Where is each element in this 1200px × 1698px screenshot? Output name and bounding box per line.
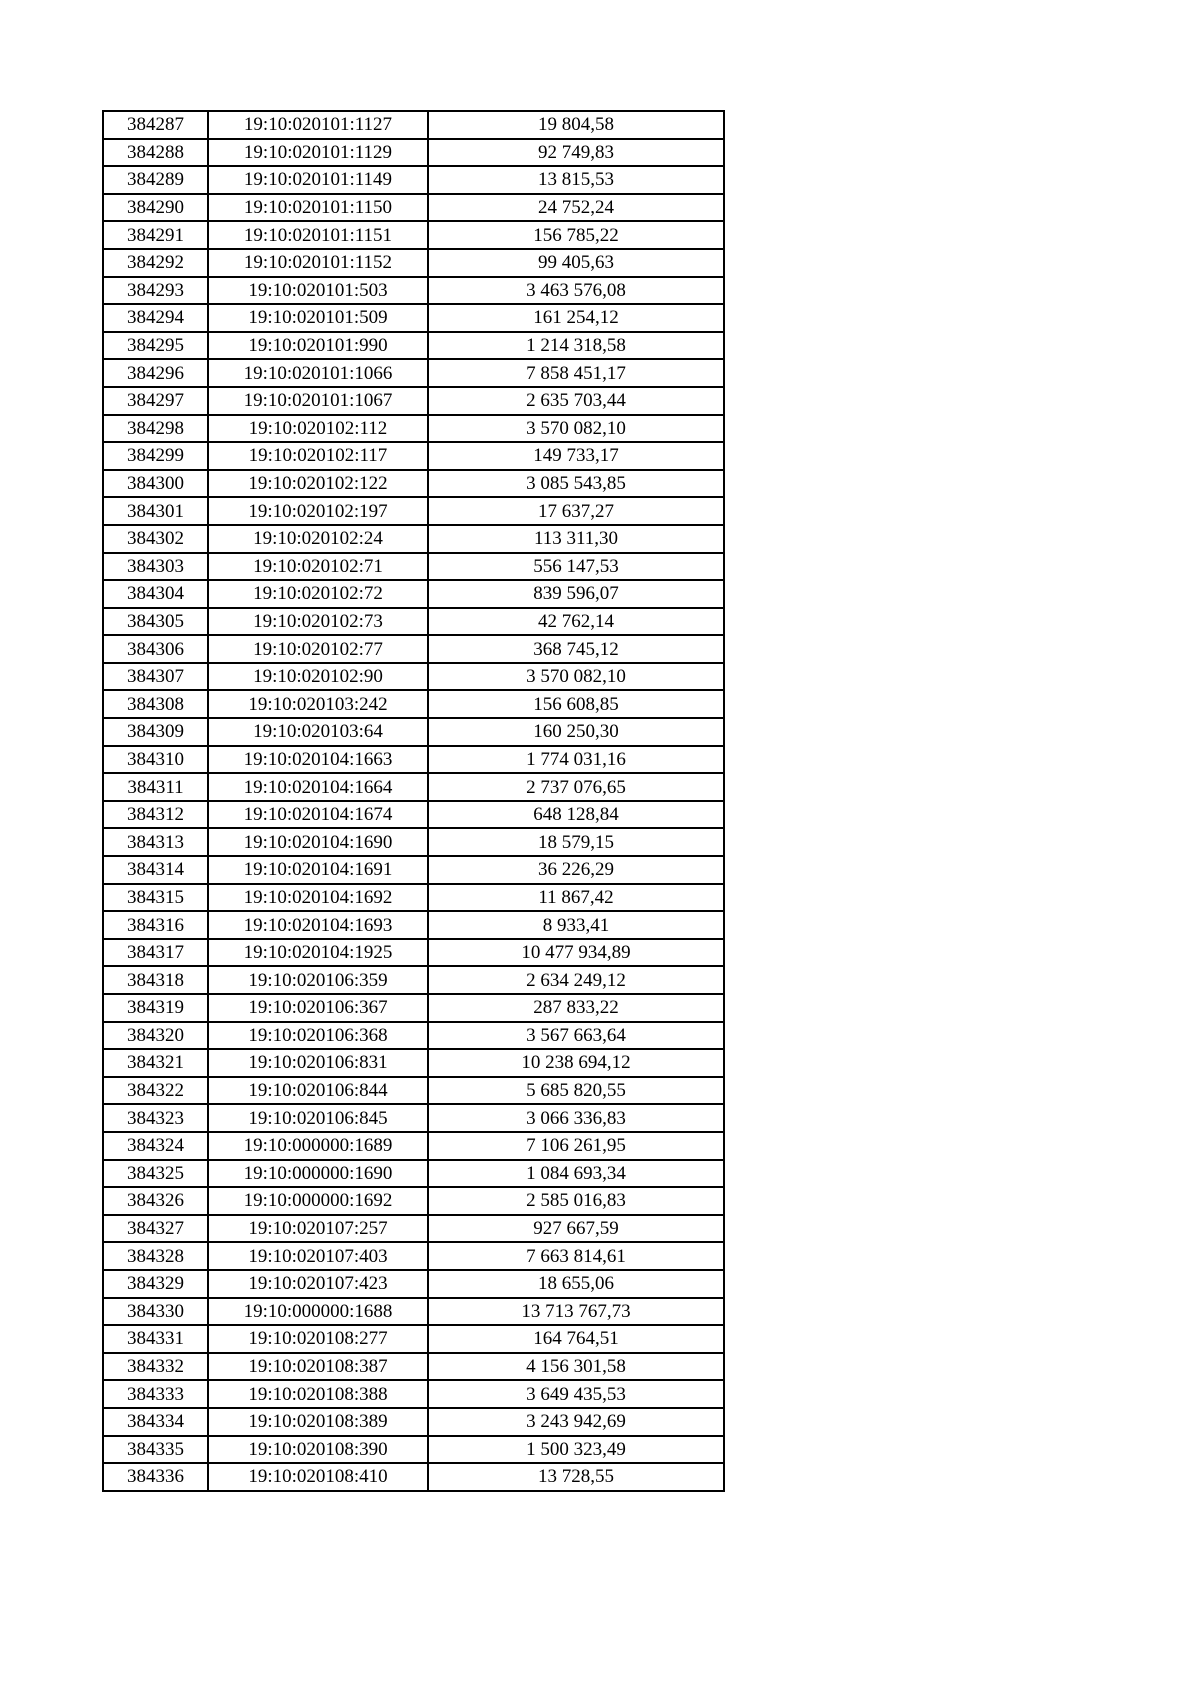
row-number-cell: 384292 [103,249,208,277]
table-row [103,166,724,194]
value-cell: 17 637,27 [428,497,724,525]
row-number-cell: 384330 [103,1298,208,1326]
row-number-cell: 384307 [103,663,208,691]
row-number-cell: 384318 [103,966,208,994]
table-body [103,111,724,1491]
row-number-cell: 384290 [103,194,208,222]
row-number-cell: 384335 [103,1436,208,1464]
value-cell: 18 655,06 [428,1270,724,1298]
value-cell: 3 243 942,69 [428,1408,724,1436]
value-cell: 42 762,14 [428,608,724,636]
cadastral-number-cell: 19:10:020102:122 [208,470,428,498]
row-number-cell: 384313 [103,828,208,856]
row-number-cell: 384320 [103,1022,208,1050]
table-row [103,359,724,387]
row-number-cell: 384331 [103,1325,208,1353]
row-number-cell: 384301 [103,497,208,525]
value-cell: 19 804,58 [428,111,724,139]
cadastral-number-cell: 19:10:020108:387 [208,1353,428,1381]
value-cell: 13 713 767,73 [428,1298,724,1326]
row-number-cell: 384294 [103,304,208,332]
table-row [103,1104,724,1132]
cadastral-number-cell: 19:10:020106:367 [208,994,428,1022]
table-row [103,884,724,912]
cadastral-number-cell: 19:10:020106:359 [208,966,428,994]
value-cell: 18 579,15 [428,828,724,856]
cadastral-number-cell: 19:10:020102:72 [208,580,428,608]
row-number-cell: 384305 [103,608,208,636]
row-number-cell: 384309 [103,718,208,746]
table-row [103,1132,724,1160]
table-row [103,635,724,663]
table-row [103,1408,724,1436]
row-number-cell: 384327 [103,1215,208,1243]
table-row [103,387,724,415]
cadastral-number-cell: 19:10:020102:24 [208,525,428,553]
cadastral-number-cell: 19:10:020104:1690 [208,828,428,856]
value-cell: 5 685 820,55 [428,1077,724,1105]
table-row [103,773,724,801]
value-cell: 156 785,22 [428,221,724,249]
row-number-cell: 384304 [103,580,208,608]
table-row [103,525,724,553]
value-cell: 3 085 543,85 [428,470,724,498]
row-number-cell: 384289 [103,166,208,194]
row-number-cell: 384317 [103,939,208,967]
row-number-cell: 384314 [103,856,208,884]
cadastral-number-cell: 19:10:020101:1127 [208,111,428,139]
value-cell: 1 774 031,16 [428,746,724,774]
table-row [103,994,724,1022]
value-cell: 368 745,12 [428,635,724,663]
table-row [103,663,724,691]
table-row [103,1077,724,1105]
cadastral-number-cell: 19:10:020101:1152 [208,249,428,277]
row-number-cell: 384319 [103,994,208,1022]
row-number-cell: 384326 [103,1187,208,1215]
cadastral-number-cell: 19:10:020106:845 [208,1104,428,1132]
table-row [103,553,724,581]
value-cell: 161 254,12 [428,304,724,332]
cadastral-number-cell: 19:10:020107:423 [208,1270,428,1298]
row-number-cell: 384328 [103,1242,208,1270]
value-cell: 648 128,84 [428,801,724,829]
table-row [103,194,724,222]
value-cell: 13 728,55 [428,1463,724,1491]
row-number-cell: 384295 [103,332,208,360]
cadastral-number-cell: 19:10:020108:388 [208,1380,428,1408]
table-row [103,1160,724,1188]
value-cell: 160 250,30 [428,718,724,746]
cadastral-number-cell: 19:10:020101:1129 [208,139,428,167]
value-cell: 24 752,24 [428,194,724,222]
cadastral-value-table [102,110,725,1492]
cadastral-number-cell: 19:10:000000:1688 [208,1298,428,1326]
row-number-cell: 384323 [103,1104,208,1132]
row-number-cell: 384310 [103,746,208,774]
cadastral-number-cell: 19:10:020108:410 [208,1463,428,1491]
cadastral-number-cell: 19:10:020103:242 [208,690,428,718]
table-row [103,856,724,884]
value-cell: 2 585 016,83 [428,1187,724,1215]
table-row [103,1325,724,1353]
table-row [103,1380,724,1408]
table-row [103,718,724,746]
table-row [103,1242,724,1270]
table-row [103,580,724,608]
value-cell: 7 106 261,95 [428,1132,724,1160]
row-number-cell: 384322 [103,1077,208,1105]
cadastral-number-cell: 19:10:020104:1663 [208,746,428,774]
cadastral-number-cell: 19:10:020101:509 [208,304,428,332]
cadastral-number-cell: 19:10:020104:1664 [208,773,428,801]
table-row [103,828,724,856]
cadastral-number-cell: 19:10:000000:1692 [208,1187,428,1215]
row-number-cell: 384288 [103,139,208,167]
row-number-cell: 384296 [103,359,208,387]
cadastral-number-cell: 19:10:020102:77 [208,635,428,663]
value-cell: 3 567 663,64 [428,1022,724,1050]
table-row [103,1298,724,1326]
value-cell: 10 238 694,12 [428,1049,724,1077]
table-row [103,966,724,994]
cadastral-number-cell: 19:10:020107:403 [208,1242,428,1270]
cadastral-number-cell: 19:10:020104:1925 [208,939,428,967]
table-row [103,939,724,967]
value-cell: 156 608,85 [428,690,724,718]
row-number-cell: 384321 [103,1049,208,1077]
table-row [103,1022,724,1050]
table-row [103,801,724,829]
cadastral-number-cell: 19:10:020101:1150 [208,194,428,222]
value-cell: 99 405,63 [428,249,724,277]
value-cell: 839 596,07 [428,580,724,608]
value-cell: 113 311,30 [428,525,724,553]
table-row [103,304,724,332]
value-cell: 556 147,53 [428,553,724,581]
value-cell: 4 156 301,58 [428,1353,724,1381]
table-row [103,746,724,774]
cadastral-number-cell: 19:10:020104:1674 [208,801,428,829]
value-cell: 3 463 576,08 [428,277,724,305]
value-cell: 7 663 814,61 [428,1242,724,1270]
value-cell: 149 733,17 [428,442,724,470]
row-number-cell: 384332 [103,1353,208,1381]
cadastral-number-cell: 19:10:000000:1689 [208,1132,428,1160]
row-number-cell: 384293 [103,277,208,305]
row-number-cell: 384311 [103,773,208,801]
cadastral-number-cell: 19:10:020101:503 [208,277,428,305]
value-cell: 3 570 082,10 [428,415,724,443]
row-number-cell: 384299 [103,442,208,470]
cadastral-number-cell: 19:10:020101:1151 [208,221,428,249]
value-cell: 927 667,59 [428,1215,724,1243]
value-cell: 164 764,51 [428,1325,724,1353]
table-row [103,1270,724,1298]
value-cell: 2 634 249,12 [428,966,724,994]
row-number-cell: 384287 [103,111,208,139]
table-row [103,442,724,470]
row-number-cell: 384308 [103,690,208,718]
cadastral-number-cell: 19:10:020104:1691 [208,856,428,884]
row-number-cell: 384298 [103,415,208,443]
cadastral-number-cell: 19:10:020104:1692 [208,884,428,912]
table-row [103,277,724,305]
row-number-cell: 384316 [103,911,208,939]
value-cell: 2 737 076,65 [428,773,724,801]
row-number-cell: 384333 [103,1380,208,1408]
row-number-cell: 384324 [103,1132,208,1160]
table-row [103,1187,724,1215]
table-row [103,332,724,360]
value-cell: 11 867,42 [428,884,724,912]
table-row [103,1436,724,1464]
cadastral-number-cell: 19:10:020103:64 [208,718,428,746]
table-row [103,415,724,443]
cadastral-number-cell: 19:10:020107:257 [208,1215,428,1243]
table-row [103,1463,724,1491]
table-row [103,139,724,167]
cadastral-number-cell: 19:10:020101:1149 [208,166,428,194]
value-cell: 1 084 693,34 [428,1160,724,1188]
row-number-cell: 384306 [103,635,208,663]
value-cell: 92 749,83 [428,139,724,167]
value-cell: 8 933,41 [428,911,724,939]
row-number-cell: 384297 [103,387,208,415]
row-number-cell: 384325 [103,1160,208,1188]
cadastral-number-cell: 19:10:020102:117 [208,442,428,470]
row-number-cell: 384334 [103,1408,208,1436]
value-cell: 3 649 435,53 [428,1380,724,1408]
value-cell: 3 570 082,10 [428,663,724,691]
value-cell: 287 833,22 [428,994,724,1022]
cadastral-number-cell: 19:10:020108:277 [208,1325,428,1353]
value-cell: 2 635 703,44 [428,387,724,415]
table-row [103,608,724,636]
row-number-cell: 384303 [103,553,208,581]
table-row [103,221,724,249]
cadastral-number-cell: 19:10:020102:90 [208,663,428,691]
cadastral-number-cell: 19:10:020102:197 [208,497,428,525]
table-row [103,911,724,939]
cadastral-number-cell: 19:10:020104:1693 [208,911,428,939]
value-cell: 13 815,53 [428,166,724,194]
cadastral-number-cell: 19:10:020106:368 [208,1022,428,1050]
value-cell: 36 226,29 [428,856,724,884]
table-row [103,1353,724,1381]
table-row [103,1215,724,1243]
table-row [103,249,724,277]
cadastral-number-cell: 19:10:020106:844 [208,1077,428,1105]
table-row [103,111,724,139]
table-row [103,1049,724,1077]
row-number-cell: 384291 [103,221,208,249]
cadastral-number-cell: 19:10:020101:1066 [208,359,428,387]
cadastral-number-cell: 19:10:020102:71 [208,553,428,581]
table-row [103,690,724,718]
value-cell: 1 500 323,49 [428,1436,724,1464]
value-cell: 3 066 336,83 [428,1104,724,1132]
value-cell: 7 858 451,17 [428,359,724,387]
cadastral-number-cell: 19:10:020102:73 [208,608,428,636]
table-row [103,497,724,525]
cadastral-number-cell: 19:10:020101:1067 [208,387,428,415]
row-number-cell: 384302 [103,525,208,553]
cadastral-number-cell: 19:10:020108:390 [208,1436,428,1464]
cadastral-number-cell: 19:10:020106:831 [208,1049,428,1077]
cadastral-number-cell: 19:10:000000:1690 [208,1160,428,1188]
value-cell: 10 477 934,89 [428,939,724,967]
value-cell: 1 214 318,58 [428,332,724,360]
row-number-cell: 384300 [103,470,208,498]
row-number-cell: 384336 [103,1463,208,1491]
table-row [103,470,724,498]
cadastral-number-cell: 19:10:020101:990 [208,332,428,360]
row-number-cell: 384312 [103,801,208,829]
cadastral-number-cell: 19:10:020108:389 [208,1408,428,1436]
row-number-cell: 384315 [103,884,208,912]
row-number-cell: 384329 [103,1270,208,1298]
cadastral-number-cell: 19:10:020102:112 [208,415,428,443]
